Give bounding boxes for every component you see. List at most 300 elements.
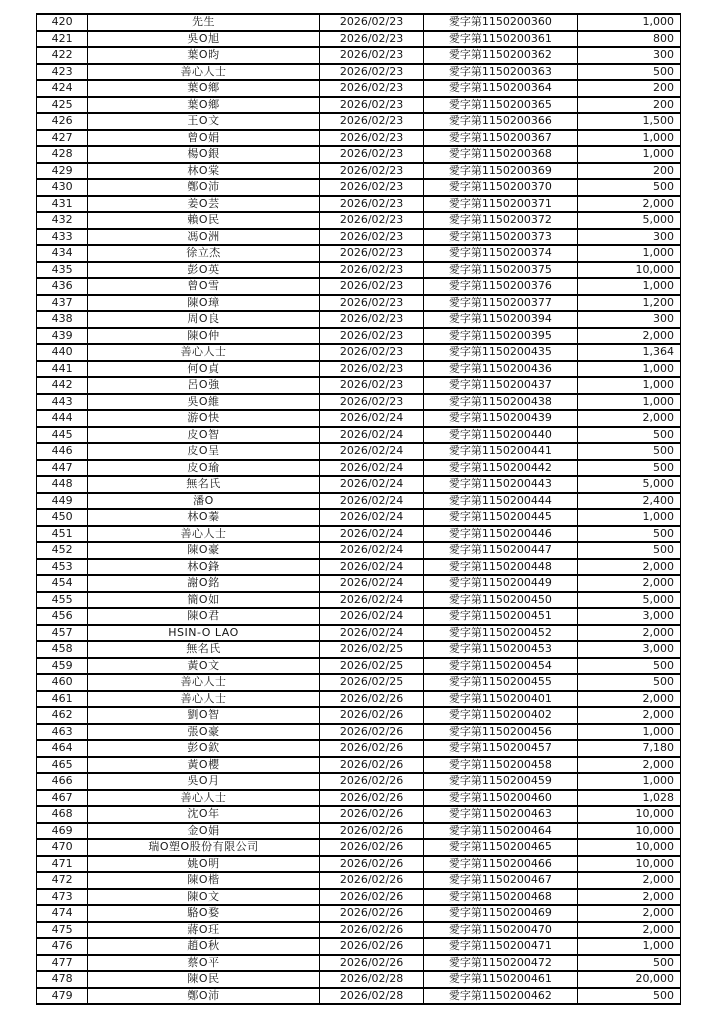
table-row [37, 674, 681, 691]
cell-name: 陳O民 [88, 971, 320, 988]
cell-name: 陳O文 [88, 889, 320, 906]
cell-no: 420 [37, 14, 88, 31]
cell-receipt: 愛字第1150200455 [424, 674, 577, 691]
cell-receipt: 愛字第1150200367 [424, 130, 577, 147]
cell-name: 何O貞 [88, 361, 320, 378]
cell-receipt: 愛字第1150200362 [424, 47, 577, 64]
cell-name: 曾O娟 [88, 130, 320, 147]
cell-amount: 1,200 [577, 295, 680, 312]
cell-no: 473 [37, 889, 88, 906]
table-row [37, 559, 681, 576]
table-row [37, 212, 681, 229]
cell-no: 442 [37, 377, 88, 394]
cell-amount: 2,000 [577, 410, 680, 427]
table-row [37, 427, 681, 444]
table-row [37, 955, 681, 972]
cell-no: 448 [37, 476, 88, 493]
cell-amount: 5,000 [577, 476, 680, 493]
cell-date: 2026/02/24 [319, 526, 423, 543]
cell-receipt: 愛字第1150200465 [424, 839, 577, 856]
cell-date: 2026/02/26 [319, 707, 423, 724]
cell-name: 葉O昀 [88, 47, 320, 64]
cell-name: 姚O明 [88, 856, 320, 873]
cell-name: 王O文 [88, 113, 320, 130]
cell-no: 463 [37, 724, 88, 741]
cell-no: 440 [37, 344, 88, 361]
cell-date: 2026/02/26 [319, 938, 423, 955]
cell-amount: 500 [577, 427, 680, 444]
cell-amount: 2,000 [577, 922, 680, 939]
cell-name: 趙O秋 [88, 938, 320, 955]
cell-name: 蔡O平 [88, 955, 320, 972]
cell-date: 2026/02/23 [319, 394, 423, 411]
donation-receipt-table [36, 13, 681, 1005]
cell-amount: 1,000 [577, 509, 680, 526]
cell-receipt: 愛字第1150200440 [424, 427, 577, 444]
cell-name: 善心人士 [88, 64, 320, 81]
cell-date: 2026/02/23 [319, 31, 423, 48]
cell-name: 無名氏 [88, 641, 320, 658]
table-row [37, 938, 681, 955]
cell-amount: 1,500 [577, 113, 680, 130]
table-row [37, 295, 681, 312]
cell-receipt: 愛字第1150200461 [424, 971, 577, 988]
cell-amount: 7,180 [577, 740, 680, 757]
cell-date: 2026/02/26 [319, 790, 423, 807]
cell-name: 陳O君 [88, 608, 320, 625]
cell-receipt: 愛字第1150200456 [424, 724, 577, 741]
cell-amount: 2,400 [577, 493, 680, 510]
cell-date: 2026/02/26 [319, 856, 423, 873]
cell-no: 457 [37, 625, 88, 642]
table-row [37, 146, 681, 163]
cell-name: 金O娟 [88, 823, 320, 840]
cell-amount: 20,000 [577, 971, 680, 988]
table-row [37, 97, 681, 114]
cell-date: 2026/02/23 [319, 278, 423, 295]
table-row [37, 229, 681, 246]
cell-no: 477 [37, 955, 88, 972]
cell-amount: 5,000 [577, 212, 680, 229]
cell-amount: 1,000 [577, 146, 680, 163]
cell-name: 吳O月 [88, 773, 320, 790]
cell-no: 460 [37, 674, 88, 691]
cell-date: 2026/02/26 [319, 823, 423, 840]
cell-receipt: 愛字第1150200459 [424, 773, 577, 790]
cell-amount: 1,000 [577, 394, 680, 411]
cell-amount: 500 [577, 955, 680, 972]
cell-name: 彭O欽 [88, 740, 320, 757]
cell-no: 458 [37, 641, 88, 658]
cell-date: 2026/02/23 [319, 328, 423, 345]
cell-no: 423 [37, 64, 88, 81]
cell-amount: 2,000 [577, 757, 680, 774]
cell-receipt: 愛字第1150200446 [424, 526, 577, 543]
table-row [37, 625, 681, 642]
cell-amount: 1,000 [577, 130, 680, 147]
table-row [37, 988, 681, 1005]
cell-receipt: 愛字第1150200454 [424, 658, 577, 675]
cell-date: 2026/02/24 [319, 575, 423, 592]
cell-receipt: 愛字第1150200371 [424, 196, 577, 213]
cell-amount: 300 [577, 47, 680, 64]
cell-receipt: 愛字第1150200469 [424, 905, 577, 922]
table-row [37, 542, 681, 559]
cell-receipt: 愛字第1150200401 [424, 691, 577, 708]
cell-name: 無名氏 [88, 476, 320, 493]
table-row [37, 922, 681, 939]
table-row [37, 658, 681, 675]
cell-receipt: 愛字第1150200374 [424, 245, 577, 262]
cell-no: 431 [37, 196, 88, 213]
cell-no: 426 [37, 113, 88, 130]
cell-receipt: 愛字第1150200450 [424, 592, 577, 609]
table-row [37, 823, 681, 840]
table-row [37, 410, 681, 427]
cell-amount: 800 [577, 31, 680, 48]
cell-receipt: 愛字第1150200442 [424, 460, 577, 477]
table-row [37, 905, 681, 922]
cell-date: 2026/02/24 [319, 427, 423, 444]
cell-amount: 2,000 [577, 707, 680, 724]
cell-amount: 500 [577, 64, 680, 81]
cell-no: 447 [37, 460, 88, 477]
cell-receipt: 愛字第1150200376 [424, 278, 577, 295]
cell-receipt: 愛字第1150200449 [424, 575, 577, 592]
table-row [37, 80, 681, 97]
cell-name: 簡O如 [88, 592, 320, 609]
cell-name: 彭O英 [88, 262, 320, 279]
cell-amount: 500 [577, 460, 680, 477]
cell-no: 422 [37, 47, 88, 64]
cell-no: 470 [37, 839, 88, 856]
table-row [37, 526, 681, 543]
table-row [37, 872, 681, 889]
cell-amount: 2,000 [577, 691, 680, 708]
cell-date: 2026/02/23 [319, 80, 423, 97]
cell-receipt: 愛字第1150200375 [424, 262, 577, 279]
cell-receipt: 愛字第1150200360 [424, 14, 577, 31]
cell-receipt: 愛字第1150200457 [424, 740, 577, 757]
cell-date: 2026/02/24 [319, 559, 423, 576]
cell-receipt: 愛字第1150200448 [424, 559, 577, 576]
cell-no: 455 [37, 592, 88, 609]
cell-receipt: 愛字第1150200443 [424, 476, 577, 493]
table-row [37, 262, 681, 279]
cell-no: 462 [37, 707, 88, 724]
table-row [37, 806, 681, 823]
cell-no: 461 [37, 691, 88, 708]
cell-receipt: 愛字第1150200368 [424, 146, 577, 163]
cell-name: 陳O豪 [88, 542, 320, 559]
cell-name: 張O豪 [88, 724, 320, 741]
table-row [37, 740, 681, 757]
cell-no: 432 [37, 212, 88, 229]
cell-no: 434 [37, 245, 88, 262]
cell-receipt: 愛字第1150200372 [424, 212, 577, 229]
cell-date: 2026/02/26 [319, 740, 423, 757]
cell-no: 446 [37, 443, 88, 460]
cell-date: 2026/02/23 [319, 229, 423, 246]
cell-name: 賴O民 [88, 212, 320, 229]
cell-receipt: 愛字第1150200451 [424, 608, 577, 625]
cell-name: HSIN-O LAO [88, 625, 320, 642]
cell-receipt: 愛字第1150200447 [424, 542, 577, 559]
cell-no: 459 [37, 658, 88, 675]
table-row [37, 163, 681, 180]
cell-amount: 1,000 [577, 773, 680, 790]
cell-no: 433 [37, 229, 88, 246]
cell-amount: 2,000 [577, 905, 680, 922]
cell-receipt: 愛字第1150200435 [424, 344, 577, 361]
cell-date: 2026/02/24 [319, 476, 423, 493]
table-row [37, 31, 681, 48]
cell-no: 456 [37, 608, 88, 625]
cell-date: 2026/02/25 [319, 658, 423, 675]
table-row [37, 328, 681, 345]
cell-receipt: 愛字第1150200452 [424, 625, 577, 642]
table-row [37, 493, 681, 510]
cell-date: 2026/02/26 [319, 889, 423, 906]
cell-receipt: 愛字第1150200363 [424, 64, 577, 81]
cell-date: 2026/02/23 [319, 361, 423, 378]
cell-no: 478 [37, 971, 88, 988]
cell-no: 467 [37, 790, 88, 807]
cell-date: 2026/02/26 [319, 757, 423, 774]
cell-receipt: 愛字第1150200441 [424, 443, 577, 460]
cell-name: 皮O瑜 [88, 460, 320, 477]
cell-no: 466 [37, 773, 88, 790]
cell-amount: 500 [577, 179, 680, 196]
cell-receipt: 愛字第1150200436 [424, 361, 577, 378]
cell-receipt: 愛字第1150200463 [424, 806, 577, 823]
cell-amount: 1,000 [577, 14, 680, 31]
cell-date: 2026/02/23 [319, 377, 423, 394]
cell-name: 曾O雪 [88, 278, 320, 295]
cell-date: 2026/02/25 [319, 674, 423, 691]
cell-date: 2026/02/28 [319, 988, 423, 1005]
cell-amount: 2,000 [577, 559, 680, 576]
cell-receipt: 愛字第1150200467 [424, 872, 577, 889]
cell-date: 2026/02/23 [319, 14, 423, 31]
cell-amount: 500 [577, 658, 680, 675]
cell-no: 465 [37, 757, 88, 774]
cell-receipt: 愛字第1150200462 [424, 988, 577, 1005]
cell-name: 鄭O沛 [88, 179, 320, 196]
cell-amount: 200 [577, 80, 680, 97]
table-row [37, 179, 681, 196]
cell-no: 444 [37, 410, 88, 427]
cell-receipt: 愛字第1150200394 [424, 311, 577, 328]
cell-date: 2026/02/24 [319, 608, 423, 625]
cell-amount: 500 [577, 443, 680, 460]
table-row [37, 245, 681, 262]
cell-name: 沈O年 [88, 806, 320, 823]
cell-name: 善心人士 [88, 790, 320, 807]
cell-no: 441 [37, 361, 88, 378]
cell-amount: 1,000 [577, 724, 680, 741]
cell-receipt: 愛字第1150200466 [424, 856, 577, 873]
cell-name: 善心人士 [88, 344, 320, 361]
cell-date: 2026/02/23 [319, 212, 423, 229]
cell-receipt: 愛字第1150200471 [424, 938, 577, 955]
table-row [37, 707, 681, 724]
cell-amount: 1,000 [577, 278, 680, 295]
cell-amount: 5,000 [577, 592, 680, 609]
cell-receipt: 愛字第1150200438 [424, 394, 577, 411]
table-row [37, 14, 681, 31]
cell-amount: 300 [577, 229, 680, 246]
cell-receipt: 愛字第1150200470 [424, 922, 577, 939]
cell-amount: 1,000 [577, 245, 680, 262]
cell-name: 善心人士 [88, 674, 320, 691]
cell-no: 437 [37, 295, 88, 312]
cell-receipt: 愛字第1150200453 [424, 641, 577, 658]
cell-date: 2026/02/23 [319, 64, 423, 81]
cell-amount: 3,000 [577, 641, 680, 658]
cell-amount: 300 [577, 311, 680, 328]
cell-no: 474 [37, 905, 88, 922]
cell-name: 皮O智 [88, 427, 320, 444]
cell-date: 2026/02/23 [319, 262, 423, 279]
cell-name: 楊O銀 [88, 146, 320, 163]
cell-name: 潘O [88, 493, 320, 510]
cell-date: 2026/02/28 [319, 971, 423, 988]
cell-name: 林O蓁 [88, 509, 320, 526]
cell-no: 451 [37, 526, 88, 543]
cell-no: 439 [37, 328, 88, 345]
cell-date: 2026/02/23 [319, 47, 423, 64]
table-row [37, 773, 681, 790]
cell-no: 453 [37, 559, 88, 576]
table-row [37, 476, 681, 493]
cell-date: 2026/02/26 [319, 905, 423, 922]
cell-no: 435 [37, 262, 88, 279]
cell-date: 2026/02/23 [319, 179, 423, 196]
cell-amount: 2,000 [577, 575, 680, 592]
cell-date: 2026/02/23 [319, 97, 423, 114]
cell-name: 鄭O沛 [88, 988, 320, 1005]
cell-no: 464 [37, 740, 88, 757]
cell-name: 林O鋒 [88, 559, 320, 576]
cell-name: 謝O銘 [88, 575, 320, 592]
cell-date: 2026/02/24 [319, 460, 423, 477]
cell-receipt: 愛字第1150200370 [424, 179, 577, 196]
cell-receipt: 愛字第1150200366 [424, 113, 577, 130]
cell-receipt: 愛字第1150200445 [424, 509, 577, 526]
cell-no: 427 [37, 130, 88, 147]
cell-no: 479 [37, 988, 88, 1005]
cell-amount: 1,000 [577, 377, 680, 394]
cell-receipt: 愛字第1150200439 [424, 410, 577, 427]
cell-no: 449 [37, 493, 88, 510]
cell-date: 2026/02/24 [319, 443, 423, 460]
cell-no: 472 [37, 872, 88, 889]
cell-receipt: 愛字第1150200361 [424, 31, 577, 48]
cell-no: 438 [37, 311, 88, 328]
cell-date: 2026/02/23 [319, 130, 423, 147]
cell-receipt: 愛字第1150200444 [424, 493, 577, 510]
cell-amount: 1,000 [577, 361, 680, 378]
cell-receipt: 愛字第1150200458 [424, 757, 577, 774]
cell-receipt: 愛字第1150200472 [424, 955, 577, 972]
cell-receipt: 愛字第1150200369 [424, 163, 577, 180]
cell-name: 游O快 [88, 410, 320, 427]
cell-name: 葉O鄉 [88, 97, 320, 114]
cell-date: 2026/02/23 [319, 311, 423, 328]
cell-name: 陳O仲 [88, 328, 320, 345]
table-row [37, 889, 681, 906]
table-row [37, 575, 681, 592]
table-row [37, 443, 681, 460]
cell-date: 2026/02/26 [319, 955, 423, 972]
cell-name: 陳O楷 [88, 872, 320, 889]
cell-name: 葉O鄉 [88, 80, 320, 97]
cell-date: 2026/02/24 [319, 410, 423, 427]
table-row [37, 394, 681, 411]
table-row [37, 278, 681, 295]
table-row [37, 509, 681, 526]
cell-no: 443 [37, 394, 88, 411]
cell-name: 劉O智 [88, 707, 320, 724]
cell-amount: 1,000 [577, 938, 680, 955]
cell-no: 445 [37, 427, 88, 444]
table-row [37, 377, 681, 394]
cell-amount: 2,000 [577, 889, 680, 906]
cell-no: 475 [37, 922, 88, 939]
cell-name: 姜O芸 [88, 196, 320, 213]
cell-no: 421 [37, 31, 88, 48]
cell-name: 林O棠 [88, 163, 320, 180]
table-row [37, 64, 681, 81]
cell-date: 2026/02/23 [319, 196, 423, 213]
table-row [37, 113, 681, 130]
cell-no: 468 [37, 806, 88, 823]
cell-amount: 10,000 [577, 262, 680, 279]
table-row [37, 361, 681, 378]
table-row [37, 757, 681, 774]
cell-receipt: 愛字第1150200402 [424, 707, 577, 724]
cell-receipt: 愛字第1150200468 [424, 889, 577, 906]
cell-date: 2026/02/23 [319, 163, 423, 180]
cell-amount: 2,000 [577, 625, 680, 642]
cell-amount: 3,000 [577, 608, 680, 625]
cell-name: 徐立杰 [88, 245, 320, 262]
cell-date: 2026/02/26 [319, 839, 423, 856]
cell-date: 2026/02/23 [319, 113, 423, 130]
cell-name: 吳O維 [88, 394, 320, 411]
cell-date: 2026/02/25 [319, 641, 423, 658]
cell-name: 瑞O塑O股份有限公司 [88, 839, 320, 856]
cell-name: 黃O文 [88, 658, 320, 675]
cell-date: 2026/02/23 [319, 245, 423, 262]
cell-no: 450 [37, 509, 88, 526]
table-row [37, 790, 681, 807]
cell-name: 馮O洲 [88, 229, 320, 246]
table-row [37, 592, 681, 609]
cell-amount: 500 [577, 542, 680, 559]
table-row [37, 311, 681, 328]
cell-amount: 10,000 [577, 856, 680, 873]
cell-no: 428 [37, 146, 88, 163]
cell-amount: 2,000 [577, 872, 680, 889]
cell-name: 吳O旭 [88, 31, 320, 48]
cell-date: 2026/02/24 [319, 509, 423, 526]
cell-date: 2026/02/23 [319, 295, 423, 312]
cell-no: 430 [37, 179, 88, 196]
cell-date: 2026/02/26 [319, 806, 423, 823]
cell-name: 駱O婺 [88, 905, 320, 922]
